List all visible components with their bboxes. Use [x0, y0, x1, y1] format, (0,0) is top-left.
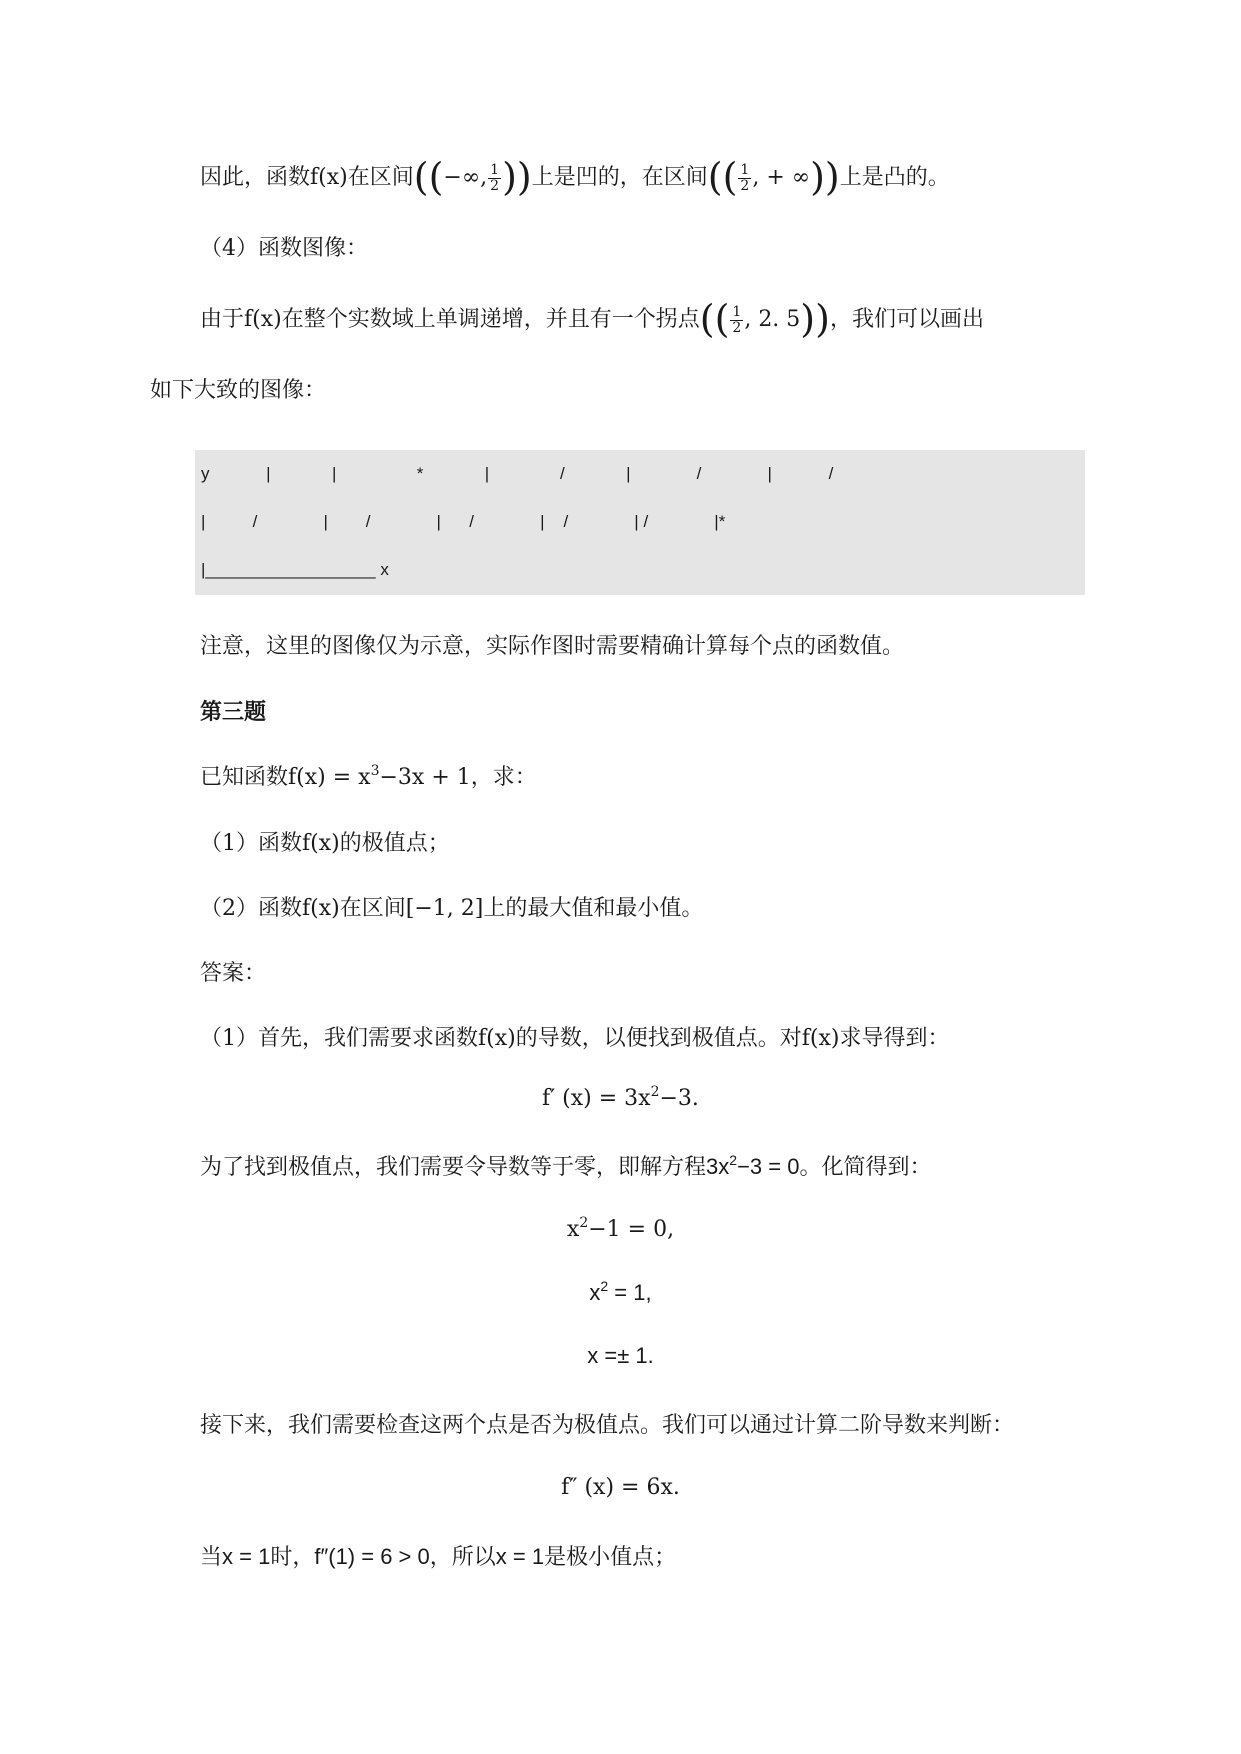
- note-paragraph: 注意，这里的图像仅为示意，实际作图时需要精确计算每个点的函数值。: [200, 634, 905, 659]
- math-fx: f(x): [244, 307, 282, 332]
- text: 上是凹的，在区间: [531, 165, 708, 190]
- numerator: 1: [490, 161, 500, 178]
- answer-part-3: 接下来，我们需要检查这两个点是否为极值点。我们可以通过计算二阶导数来判断：: [200, 1413, 1015, 1438]
- text: 由于: [200, 307, 245, 332]
- section-label-graph: （4）函数图像：: [200, 236, 368, 261]
- math: f(x): [801, 1026, 840, 1051]
- equation-derivative: [0, 1086, 1241, 1111]
- text: 时，: [270, 1545, 315, 1570]
- numerator: 1: [732, 303, 742, 320]
- math: x = 1: [222, 1544, 271, 1569]
- paren-open: ((: [707, 155, 738, 199]
- text: 上是凸的。: [839, 165, 950, 190]
- math: f″(1) = 6 > 0: [314, 1544, 430, 1569]
- inflection-sentence: [200, 297, 984, 341]
- math: −∞,: [443, 165, 488, 190]
- fraction: [488, 163, 501, 194]
- math: 3x: [706, 1154, 730, 1179]
- text: 的导数，以便找到极值点。对: [515, 1026, 802, 1051]
- text: 在区间: [339, 896, 406, 921]
- ascii-line-3: |__________________ x: [201, 560, 389, 579]
- math: , + ∞: [752, 165, 811, 190]
- text: 上的最大值和最小值。: [483, 896, 704, 921]
- paren-close: )): [810, 155, 840, 199]
- math-interval: [−1, 2]: [405, 896, 484, 921]
- denominator: 2: [740, 177, 750, 194]
- subquestion-1: [200, 826, 450, 857]
- paren-close: )): [502, 155, 532, 199]
- paren-open: ((: [413, 155, 444, 199]
- text: 在区间: [347, 165, 414, 190]
- paren-close: )): [800, 297, 830, 341]
- denominator: 2: [490, 177, 500, 194]
- ascii-line-1: y | | * | / | / | /: [201, 464, 834, 483]
- exponent: 2: [729, 1152, 738, 1168]
- math: x: [566, 1217, 580, 1242]
- math: f′ (x) = 3x: [542, 1086, 651, 1111]
- math: = 1,: [608, 1280, 652, 1305]
- inflection-sentence-cont: 如下大致的图像：: [150, 378, 327, 403]
- answer-part-4: [200, 1540, 676, 1571]
- answer-part-1: [200, 1021, 949, 1052]
- numerator: 1: [740, 161, 750, 178]
- math: −3.: [659, 1086, 699, 1111]
- text: ，所以: [429, 1545, 496, 1570]
- concavity-sentence: [200, 155, 950, 199]
- paren-open: ((: [699, 297, 730, 341]
- math: f(x) = x: [288, 765, 371, 790]
- math: −3 = 0: [737, 1154, 800, 1179]
- question-statement: [200, 760, 537, 791]
- math: f(x): [302, 831, 340, 856]
- equation-simplified: [0, 1217, 1241, 1242]
- ascii-line-2: | / | / | / | / | / |*: [201, 512, 726, 531]
- text: （1）函数: [200, 831, 302, 856]
- text: 因此，函数: [200, 165, 311, 190]
- math: , 2. 5: [744, 307, 801, 332]
- fraction: [730, 305, 743, 336]
- text: 已知函数: [200, 765, 289, 790]
- text: （1）首先，我们需要求函数: [200, 1026, 478, 1051]
- exponent: 2: [600, 1278, 609, 1294]
- text: 在整个实数域上单调递增，并且有一个拐点: [281, 307, 700, 332]
- answer-part-2: [200, 1150, 931, 1181]
- equation-second-derivative: f″ (x) = 6x.: [561, 1475, 680, 1500]
- math: f(x): [302, 896, 340, 921]
- text: 为了找到极值点，我们需要令导数等于零，即解方程: [200, 1155, 707, 1180]
- text: （2）函数: [200, 896, 302, 921]
- equation-x-squared: [0, 1280, 1241, 1306]
- equation-solution: x =± 1.: [587, 1343, 654, 1368]
- exponent: 2: [579, 1215, 589, 1231]
- math: −3x + 1: [379, 765, 471, 790]
- question-heading: 第三题: [200, 699, 267, 724]
- fraction: [738, 163, 751, 194]
- exponent: 2: [650, 1084, 660, 1100]
- math-fx: f(x): [310, 165, 348, 190]
- text: 的极值点；: [339, 831, 450, 856]
- answer-label: 答案：: [200, 961, 267, 986]
- exponent: 3: [370, 763, 380, 779]
- ascii-graph-block: [195, 450, 1085, 595]
- text: 。化简得到：: [799, 1155, 932, 1180]
- math: f(x): [478, 1026, 516, 1051]
- math: x = 1: [495, 1544, 545, 1569]
- subquestion-2: [200, 891, 703, 922]
- math: x: [589, 1280, 601, 1305]
- text: 是极小值点；: [544, 1545, 677, 1570]
- math: −1 = 0,: [588, 1217, 675, 1242]
- text: 当: [200, 1545, 223, 1570]
- text: ，我们可以画出: [829, 307, 984, 332]
- denominator: 2: [732, 319, 742, 336]
- text: 求导得到：: [839, 1026, 950, 1051]
- text: ，求：: [470, 765, 537, 790]
